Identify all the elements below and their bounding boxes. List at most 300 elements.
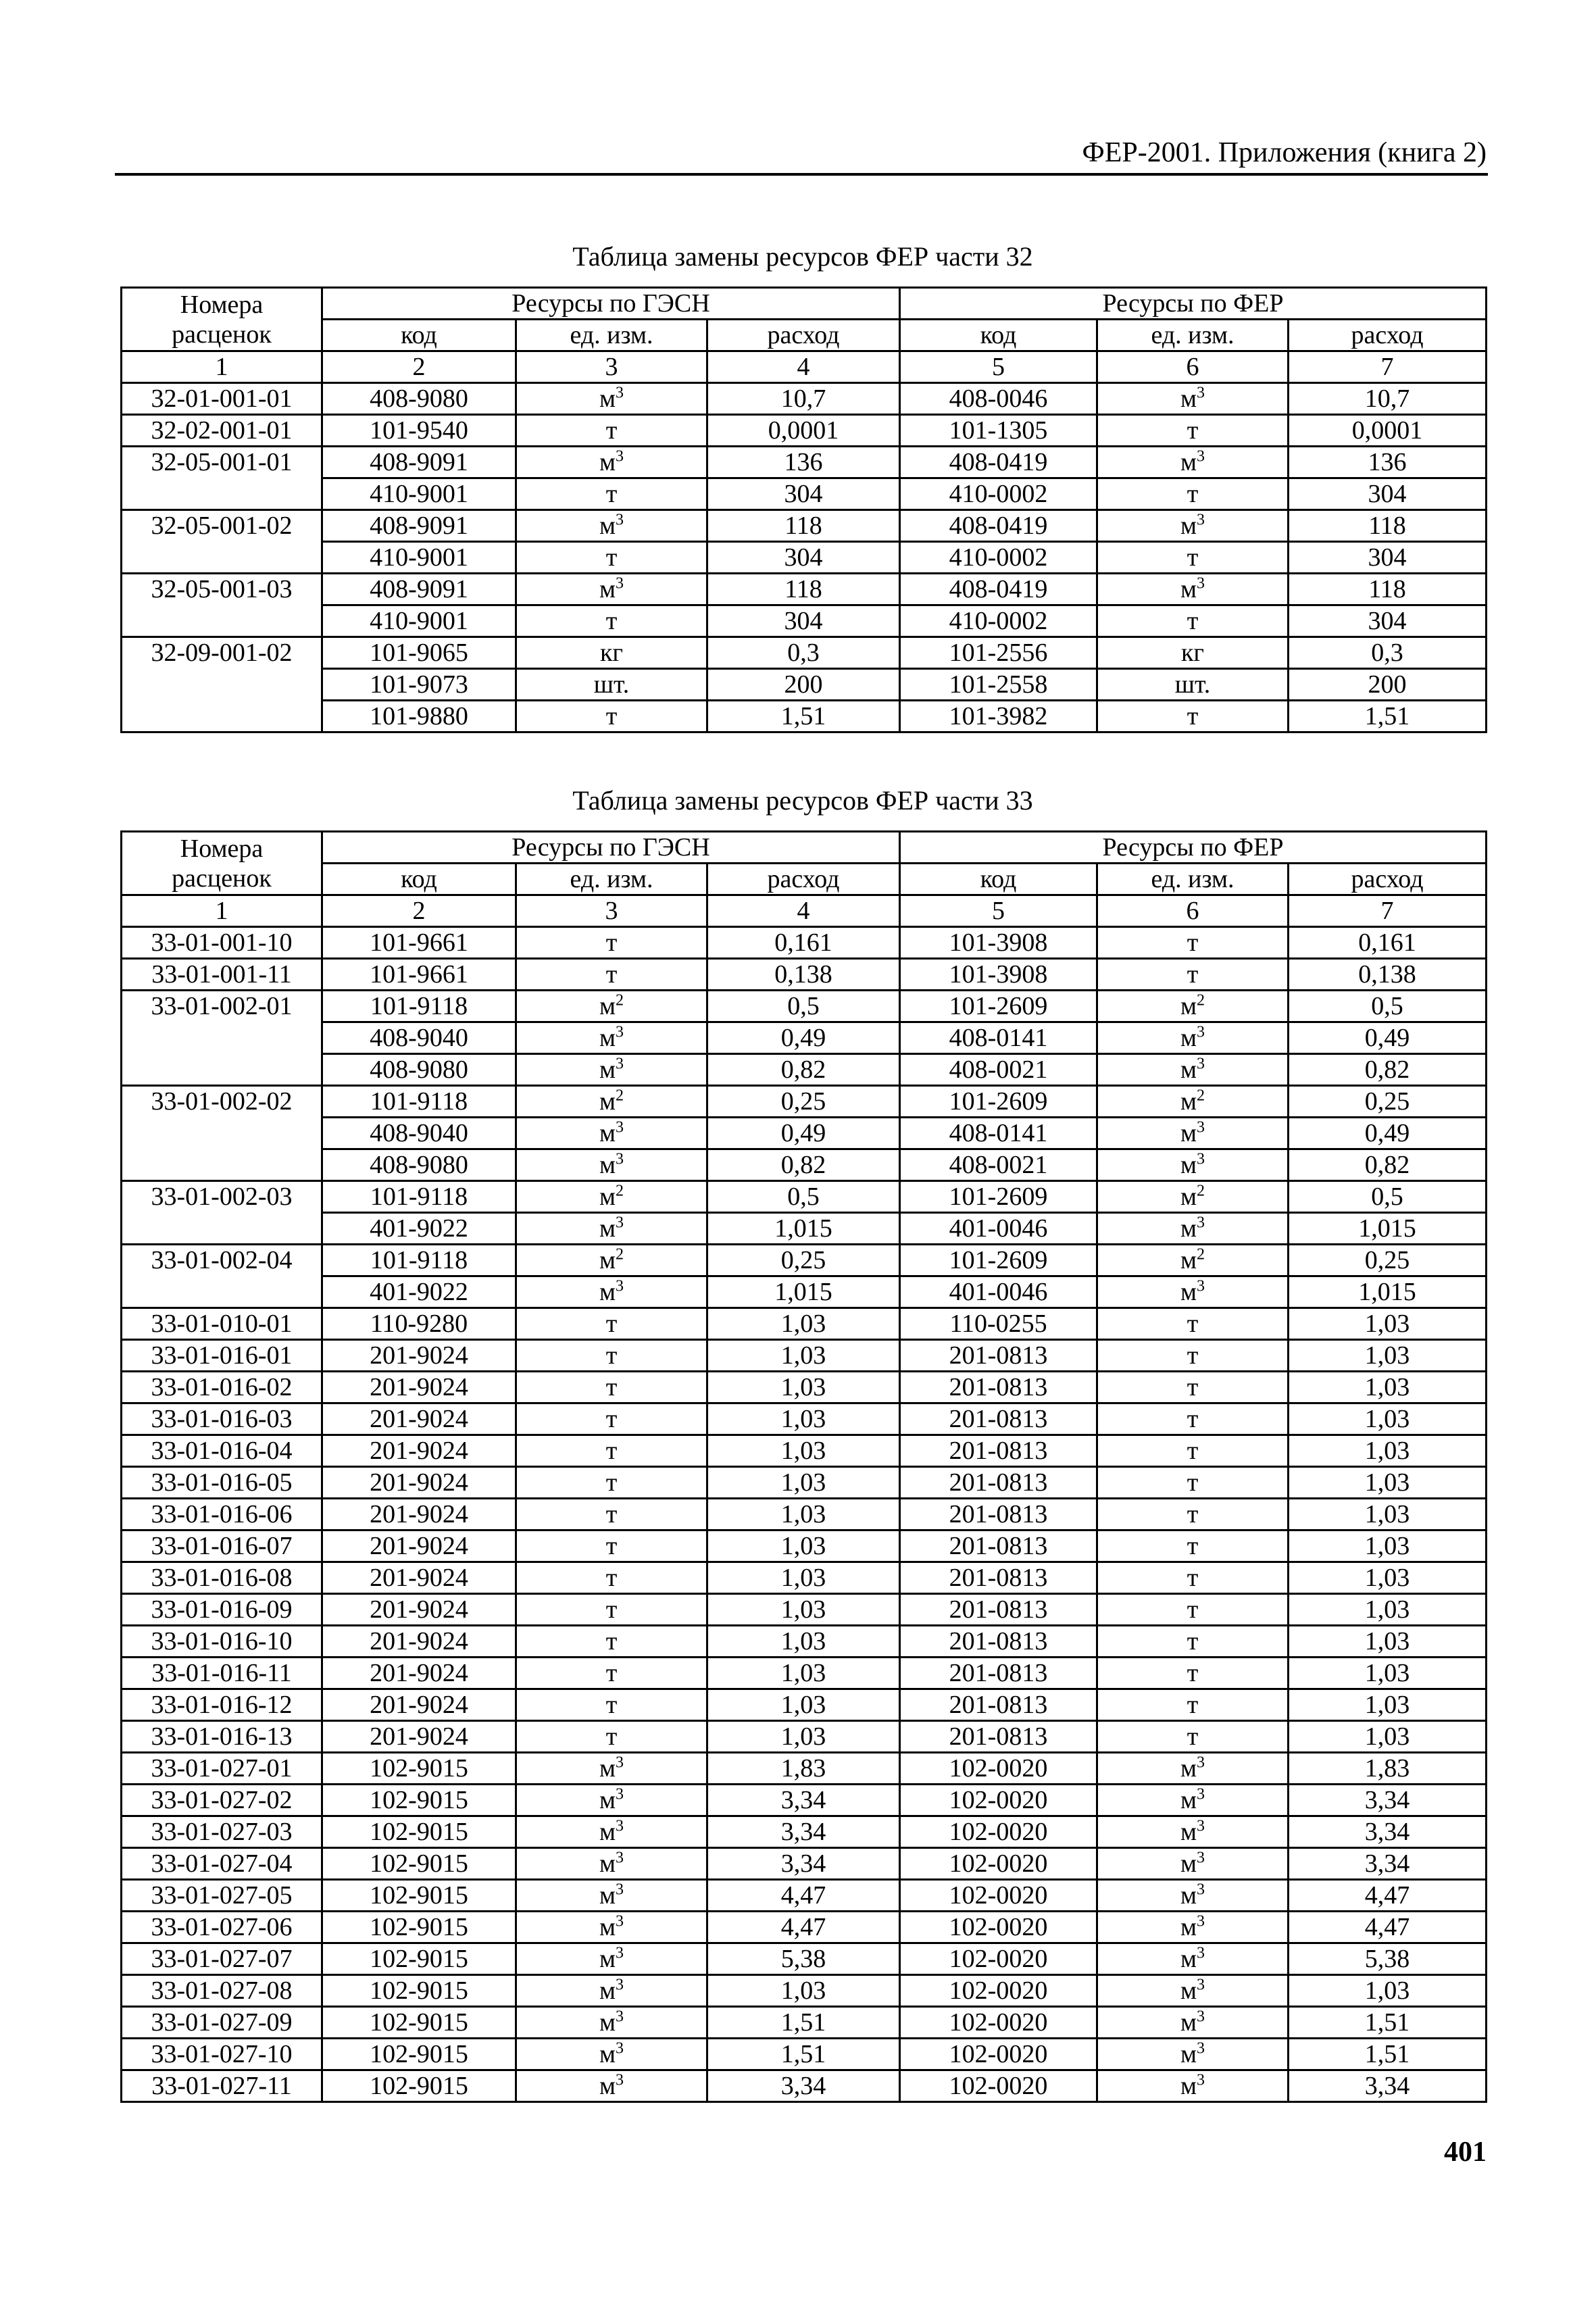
- fer-unit: $м^3$: [1097, 1848, 1289, 1880]
- fer-code: 101-2558: [900, 669, 1097, 701]
- rate-number: 33-01-016-04: [122, 1435, 322, 1467]
- gesn-unit: т: [516, 1530, 707, 1562]
- header-gesn-consumption: расход: [707, 864, 900, 895]
- rate-number: 33-01-016-06: [122, 1499, 322, 1530]
- fer-code: 101-2609: [900, 1181, 1097, 1213]
- fer-code: 102-0020: [900, 1975, 1097, 2007]
- fer-consumption: 0,49: [1289, 1022, 1487, 1054]
- fer-code: 408-0141: [900, 1022, 1097, 1054]
- header-gesn-consumption: расход: [707, 320, 900, 351]
- unit-exponent: 3: [1197, 384, 1205, 402]
- fer-consumption: 304: [1289, 542, 1487, 574]
- gesn-code: 201-9024: [322, 1340, 516, 1372]
- fer-code: 101-2609: [900, 1245, 1097, 1276]
- gesn-unit: $м^3$: [516, 1816, 707, 1848]
- gesn-code: 102-9015: [322, 1848, 516, 1880]
- fer-code: 201-0813: [900, 1372, 1097, 1403]
- gesn-unit: $м^3$: [516, 574, 707, 605]
- resource-replacement-table-33: [120, 830, 1487, 2103]
- gesn-consumption: 200: [707, 669, 900, 701]
- table-row: [122, 383, 1487, 415]
- unit-exponent: 3: [1197, 1118, 1205, 1137]
- fer-code: 410-0002: [900, 542, 1097, 574]
- gesn-unit: $м^3$: [516, 383, 707, 415]
- gesn-unit: т: [516, 415, 707, 447]
- fer-unit: $м^3$: [1097, 2039, 1289, 2070]
- gesn-consumption: 5,38: [707, 1943, 900, 1975]
- header-rate-numbers: Номера расценок: [122, 288, 322, 351]
- unit-exponent: 3: [1197, 1785, 1205, 1803]
- fer-unit: $м^3$: [1097, 1118, 1289, 1149]
- fer-unit: т: [1097, 542, 1289, 574]
- gesn-unit: $м^3$: [516, 1975, 707, 2007]
- gesn-code: 201-9024: [322, 1372, 516, 1403]
- fer-unit: $м^2$: [1097, 1181, 1289, 1213]
- rate-number: 33-01-027-11: [122, 2070, 322, 2102]
- unit-exponent: 3: [616, 1881, 624, 1899]
- gesn-consumption: 0,3: [707, 637, 900, 669]
- rate-number: 33-01-027-05: [122, 1880, 322, 1912]
- table-row: [122, 1689, 1487, 1721]
- gesn-unit: $м^3$: [516, 1149, 707, 1181]
- gesn-consumption: 1,03: [707, 1467, 900, 1499]
- table-row: [122, 959, 1487, 991]
- fer-unit: т: [1097, 1626, 1289, 1658]
- fer-consumption: 0,161: [1289, 927, 1487, 959]
- gesn-code: 410-9001: [322, 605, 516, 637]
- table-row: [122, 574, 1487, 605]
- column-number: 5: [900, 895, 1097, 927]
- fer-unit: $м^3$: [1097, 447, 1289, 478]
- gesn-unit: т: [516, 1626, 707, 1658]
- fer-unit: $м^3$: [1097, 1276, 1289, 1308]
- gesn-unit: $м^3$: [516, 1785, 707, 1816]
- gesn-code: 102-9015: [322, 1943, 516, 1975]
- table-row: [122, 1372, 1487, 1403]
- table-row: [122, 542, 1487, 574]
- table-row: [122, 1562, 1487, 1594]
- rate-number: 33-01-027-01: [122, 1753, 322, 1785]
- fer-code: 101-2556: [900, 637, 1097, 669]
- gesn-code: 410-9001: [322, 542, 516, 574]
- table-row: [122, 605, 1487, 637]
- gesn-unit: $м^3$: [516, 1943, 707, 1975]
- fer-code: 410-0002: [900, 478, 1097, 510]
- rate-number: 33-01-010-01: [122, 1308, 322, 1340]
- fer-consumption: 0,25: [1289, 1086, 1487, 1118]
- fer-consumption: 1,03: [1289, 1626, 1487, 1658]
- table-row: [122, 701, 1487, 732]
- table-row: [122, 2070, 1487, 2102]
- fer-unit: т: [1097, 1562, 1289, 1594]
- gesn-code: 101-9118: [322, 1086, 516, 1118]
- fer-consumption: 118: [1289, 510, 1487, 542]
- table-row: [122, 1912, 1487, 1943]
- fer-code: 101-3982: [900, 701, 1097, 732]
- unit-exponent: 3: [616, 1976, 624, 1994]
- gesn-unit: $м^3$: [516, 2007, 707, 2039]
- fer-consumption: 3,34: [1289, 1785, 1487, 1816]
- gesn-consumption: 1,83: [707, 1753, 900, 1785]
- unit-exponent: 2: [616, 991, 624, 1010]
- table-row: [122, 1403, 1487, 1435]
- rate-number: 33-01-027-02: [122, 1785, 322, 1816]
- gesn-unit: $м^3$: [516, 1753, 707, 1785]
- fer-code: 408-0021: [900, 1149, 1097, 1181]
- column-number: 3: [516, 895, 707, 927]
- column-number: 5: [900, 351, 1097, 383]
- gesn-unit: т: [516, 1467, 707, 1499]
- rate-number: 32-05-001-02: [122, 510, 322, 574]
- fer-code: 401-0046: [900, 1213, 1097, 1245]
- fer-consumption: 0,5: [1289, 991, 1487, 1022]
- fer-code: 408-0046: [900, 383, 1097, 415]
- gesn-consumption: 0,25: [707, 1086, 900, 1118]
- fer-unit: $м^3$: [1097, 1912, 1289, 1943]
- unit-exponent: 2: [1197, 991, 1205, 1010]
- fer-unit: $м^3$: [1097, 2070, 1289, 2102]
- table-row: [122, 2039, 1487, 2070]
- rate-number: 33-01-027-04: [122, 1848, 322, 1880]
- gesn-consumption: 1,03: [707, 1658, 900, 1689]
- gesn-code: 201-9024: [322, 1467, 516, 1499]
- rate-number: 33-01-001-11: [122, 959, 322, 991]
- table-row: [122, 1086, 1487, 1118]
- fer-consumption: 1,51: [1289, 2007, 1487, 2039]
- gesn-consumption: 0,49: [707, 1118, 900, 1149]
- unit-exponent: 3: [616, 2039, 624, 2058]
- header-row-columns: [122, 320, 1487, 351]
- rate-number: 33-01-016-10: [122, 1626, 322, 1658]
- unit-exponent: 3: [1197, 1849, 1205, 1867]
- table-row: [122, 1816, 1487, 1848]
- table-row: [122, 1626, 1487, 1658]
- table-row: [122, 2007, 1487, 2039]
- gesn-code: 101-9073: [322, 669, 516, 701]
- gesn-unit: $м^2$: [516, 991, 707, 1022]
- column-number: 7: [1289, 351, 1487, 383]
- fer-consumption: 1,83: [1289, 1753, 1487, 1785]
- table-row: [122, 1943, 1487, 1975]
- running-header: ФЕР-2001. Приложения (книга 2): [1082, 137, 1487, 168]
- rate-number: 33-01-016-05: [122, 1467, 322, 1499]
- rate-number: 33-01-002-01: [122, 991, 322, 1086]
- fer-code: 102-0020: [900, 1880, 1097, 1912]
- fer-consumption: 1,015: [1289, 1276, 1487, 1308]
- gesn-unit: $м^3$: [516, 1848, 707, 1880]
- gesn-consumption: 4,47: [707, 1912, 900, 1943]
- gesn-code: 201-9024: [322, 1435, 516, 1467]
- gesn-consumption: 136: [707, 447, 900, 478]
- rate-number: 33-01-016-08: [122, 1562, 322, 1594]
- unit-exponent: 3: [1197, 1817, 1205, 1835]
- fer-code: 110-0255: [900, 1308, 1097, 1340]
- fer-unit: т: [1097, 1499, 1289, 1530]
- fer-unit: шт.: [1097, 669, 1289, 701]
- gesn-consumption: 1,03: [707, 1372, 900, 1403]
- gesn-consumption: 0,25: [707, 1245, 900, 1276]
- unit-exponent: 3: [616, 1817, 624, 1835]
- gesn-unit: т: [516, 1562, 707, 1594]
- gesn-unit: $м^3$: [516, 510, 707, 542]
- unit-exponent: 3: [1197, 1912, 1205, 1931]
- fer-code: 201-0813: [900, 1499, 1097, 1530]
- unit-exponent: 3: [616, 1023, 624, 1041]
- gesn-consumption: 1,03: [707, 1308, 900, 1340]
- rate-number: 33-01-016-03: [122, 1403, 322, 1435]
- gesn-unit: т: [516, 701, 707, 732]
- fer-code: 201-0813: [900, 1689, 1097, 1721]
- fer-code: 102-0020: [900, 1753, 1097, 1785]
- header-row-groups: [122, 832, 1487, 864]
- table-row: [122, 1848, 1487, 1880]
- gesn-code: 408-9091: [322, 574, 516, 605]
- gesn-code: 408-9091: [322, 510, 516, 542]
- table-row: [122, 1435, 1487, 1467]
- gesn-consumption: 1,03: [707, 1562, 900, 1594]
- fer-consumption: 304: [1289, 605, 1487, 637]
- fer-code: 101-3908: [900, 927, 1097, 959]
- unit-exponent: 3: [616, 1277, 624, 1295]
- rate-number: 32-02-001-01: [122, 415, 322, 447]
- header-gesn-resources: Ресурсы по ГЭСН: [322, 832, 900, 864]
- header-gesn-code: код: [322, 320, 516, 351]
- unit-exponent: 3: [1197, 447, 1205, 466]
- gesn-code: 102-9015: [322, 1816, 516, 1848]
- unit-exponent: 3: [1197, 2039, 1205, 2058]
- fer-consumption: 1,03: [1289, 1499, 1487, 1530]
- rate-number: 33-01-002-04: [122, 1245, 322, 1308]
- gesn-consumption: 4,47: [707, 1880, 900, 1912]
- fer-consumption: 1,03: [1289, 1530, 1487, 1562]
- fer-code: 102-0020: [900, 1848, 1097, 1880]
- fer-unit: т: [1097, 927, 1289, 959]
- table-row: [122, 1245, 1487, 1276]
- gesn-consumption: 0,82: [707, 1054, 900, 1086]
- gesn-unit: т: [516, 1372, 707, 1403]
- fer-code: 201-0813: [900, 1658, 1097, 1689]
- table-row: [122, 1658, 1487, 1689]
- table-row: [122, 1880, 1487, 1912]
- unit-exponent: 2: [1197, 1182, 1205, 1200]
- header-fer-unit: ед. изм.: [1097, 864, 1289, 895]
- fer-code: 101-1305: [900, 415, 1097, 447]
- fer-code: 201-0813: [900, 1721, 1097, 1753]
- header-fer-code: код: [900, 320, 1097, 351]
- fer-unit: $м^3$: [1097, 1149, 1289, 1181]
- fer-consumption: 1,03: [1289, 1721, 1487, 1753]
- header-rate-numbers: Номера расценок: [122, 832, 322, 895]
- header-gesn-unit: ед. изм.: [516, 864, 707, 895]
- gesn-consumption: 1,03: [707, 1626, 900, 1658]
- fer-code: 410-0002: [900, 605, 1097, 637]
- gesn-consumption: 0,0001: [707, 415, 900, 447]
- unit-exponent: 2: [1197, 1087, 1205, 1105]
- gesn-code: 101-9661: [322, 959, 516, 991]
- gesn-consumption: 1,03: [707, 1403, 900, 1435]
- fer-consumption: 1,03: [1289, 1975, 1487, 2007]
- rate-number: 32-09-001-02: [122, 637, 322, 732]
- gesn-unit: $м^2$: [516, 1086, 707, 1118]
- unit-exponent: 3: [616, 1118, 624, 1137]
- gesn-code: 101-9880: [322, 701, 516, 732]
- table-row: [122, 1340, 1487, 1372]
- column-number: 1: [122, 895, 322, 927]
- rate-number: 33-01-027-10: [122, 2039, 322, 2070]
- unit-exponent: 3: [1197, 1976, 1205, 1994]
- gesn-unit: т: [516, 1658, 707, 1689]
- unit-exponent: 3: [1197, 1277, 1205, 1295]
- gesn-code: 101-9065: [322, 637, 516, 669]
- column-number: 1: [122, 351, 322, 383]
- unit-exponent: 3: [616, 574, 624, 593]
- gesn-unit: т: [516, 1689, 707, 1721]
- gesn-unit: $м^3$: [516, 447, 707, 478]
- unit-exponent: 3: [1197, 1150, 1205, 1168]
- gesn-consumption: 1,51: [707, 2007, 900, 2039]
- rate-number: 33-01-016-13: [122, 1721, 322, 1753]
- gesn-unit: $м^3$: [516, 1054, 707, 1086]
- rate-number: 32-05-001-03: [122, 574, 322, 637]
- gesn-code: 101-9118: [322, 1245, 516, 1276]
- gesn-code: 110-9280: [322, 1308, 516, 1340]
- gesn-consumption: 1,03: [707, 1689, 900, 1721]
- unit-exponent: 3: [616, 1150, 624, 1168]
- fer-consumption: 0,5: [1289, 1181, 1487, 1213]
- rate-number: 33-01-027-06: [122, 1912, 322, 1943]
- table-row: [122, 415, 1487, 447]
- fer-consumption: 1,03: [1289, 1372, 1487, 1403]
- rate-number: 33-01-027-07: [122, 1943, 322, 1975]
- fer-code: 201-0813: [900, 1530, 1097, 1562]
- header-gesn-resources: Ресурсы по ГЭСН: [322, 288, 900, 320]
- unit-exponent: 3: [1197, 1881, 1205, 1899]
- fer-code: 102-0020: [900, 2039, 1097, 2070]
- gesn-code: 102-9015: [322, 1975, 516, 2007]
- table-row: [122, 1975, 1487, 2007]
- unit-exponent: 3: [616, 1753, 624, 1772]
- gesn-code: 408-9080: [322, 1054, 516, 1086]
- gesn-unit: т: [516, 1721, 707, 1753]
- fer-consumption: 136: [1289, 447, 1487, 478]
- fer-unit: $м^2$: [1097, 991, 1289, 1022]
- rate-number: 33-01-016-12: [122, 1689, 322, 1721]
- gesn-unit: $м^2$: [516, 1181, 707, 1213]
- gesn-unit: $м^3$: [516, 1880, 707, 1912]
- gesn-code: 401-9022: [322, 1276, 516, 1308]
- table-body: [122, 927, 1487, 2102]
- gesn-consumption: 3,34: [707, 1785, 900, 1816]
- header-row-groups: [122, 288, 1487, 320]
- fer-code: 408-0021: [900, 1054, 1097, 1086]
- gesn-unit: т: [516, 927, 707, 959]
- column-number: 2: [322, 351, 516, 383]
- header-row-columns: [122, 864, 1487, 895]
- fer-code: 201-0813: [900, 1626, 1097, 1658]
- fer-unit: т: [1097, 1689, 1289, 1721]
- fer-consumption: 4,47: [1289, 1912, 1487, 1943]
- header-rule: [115, 173, 1488, 176]
- gesn-consumption: 0,138: [707, 959, 900, 991]
- gesn-unit: кг: [516, 637, 707, 669]
- gesn-consumption: 1,03: [707, 1435, 900, 1467]
- page-number: 401: [1444, 2137, 1487, 2168]
- table-row: [122, 1530, 1487, 1562]
- gesn-code: 102-9015: [322, 2070, 516, 2102]
- unit-exponent: 3: [1197, 1753, 1205, 1772]
- table-row: [122, 1785, 1487, 1816]
- gesn-code: 201-9024: [322, 1403, 516, 1435]
- fer-unit: $м^3$: [1097, 1880, 1289, 1912]
- fer-unit: т: [1097, 1658, 1289, 1689]
- fer-consumption: 1,03: [1289, 1403, 1487, 1435]
- unit-exponent: 2: [616, 1087, 624, 1105]
- gesn-consumption: 304: [707, 542, 900, 574]
- column-number: 2: [322, 895, 516, 927]
- unit-exponent: 3: [1197, 1944, 1205, 1962]
- fer-code: 401-0046: [900, 1276, 1097, 1308]
- gesn-consumption: 0,161: [707, 927, 900, 959]
- fer-consumption: 0,25: [1289, 1245, 1487, 1276]
- gesn-code: 102-9015: [322, 1753, 516, 1785]
- header-fer-consumption: расход: [1289, 864, 1487, 895]
- unit-exponent: 3: [1197, 1023, 1205, 1041]
- gesn-unit: $м^3$: [516, 1213, 707, 1245]
- unit-exponent: 3: [616, 1055, 624, 1073]
- rate-number: 33-01-027-08: [122, 1975, 322, 2007]
- gesn-unit: $м^3$: [516, 1022, 707, 1054]
- fer-consumption: 118: [1289, 574, 1487, 605]
- fer-unit: т: [1097, 1594, 1289, 1626]
- fer-code: 102-0020: [900, 2070, 1097, 2102]
- gesn-consumption: 1,03: [707, 1721, 900, 1753]
- gesn-consumption: 0,5: [707, 1181, 900, 1213]
- gesn-unit: т: [516, 1594, 707, 1626]
- unit-exponent: 3: [1197, 1214, 1205, 1232]
- rate-number: 33-01-027-09: [122, 2007, 322, 2039]
- header-fer-code: код: [900, 864, 1097, 895]
- table-32-title: Таблица замены ресурсов ФЕР части 32: [572, 241, 1033, 272]
- unit-exponent: 2: [616, 1245, 624, 1264]
- gesn-unit: шт.: [516, 669, 707, 701]
- fer-unit: т: [1097, 1340, 1289, 1372]
- gesn-unit: т: [516, 605, 707, 637]
- fer-unit: $м^3$: [1097, 1022, 1289, 1054]
- table-row: [122, 1213, 1487, 1245]
- fer-code: 102-0020: [900, 1943, 1097, 1975]
- table-header: [122, 288, 1487, 383]
- gesn-consumption: 118: [707, 510, 900, 542]
- rate-number: 33-01-016-11: [122, 1658, 322, 1689]
- fer-unit: т: [1097, 1721, 1289, 1753]
- gesn-consumption: 1,03: [707, 1594, 900, 1626]
- unit-exponent: 3: [616, 384, 624, 402]
- gesn-consumption: 118: [707, 574, 900, 605]
- table-row: [122, 927, 1487, 959]
- gesn-unit: $м^3$: [516, 2039, 707, 2070]
- unit-exponent: 3: [616, 1214, 624, 1232]
- fer-consumption: 1,03: [1289, 1340, 1487, 1372]
- rate-number: 32-05-001-01: [122, 447, 322, 510]
- fer-code: 408-0419: [900, 447, 1097, 478]
- gesn-code: 101-9118: [322, 991, 516, 1022]
- unit-exponent: 3: [616, 1944, 624, 1962]
- fer-unit: $м^3$: [1097, 1054, 1289, 1086]
- gesn-unit: т: [516, 1499, 707, 1530]
- gesn-code: 201-9024: [322, 1530, 516, 1562]
- gesn-unit: $м^3$: [516, 1118, 707, 1149]
- gesn-unit: т: [516, 1403, 707, 1435]
